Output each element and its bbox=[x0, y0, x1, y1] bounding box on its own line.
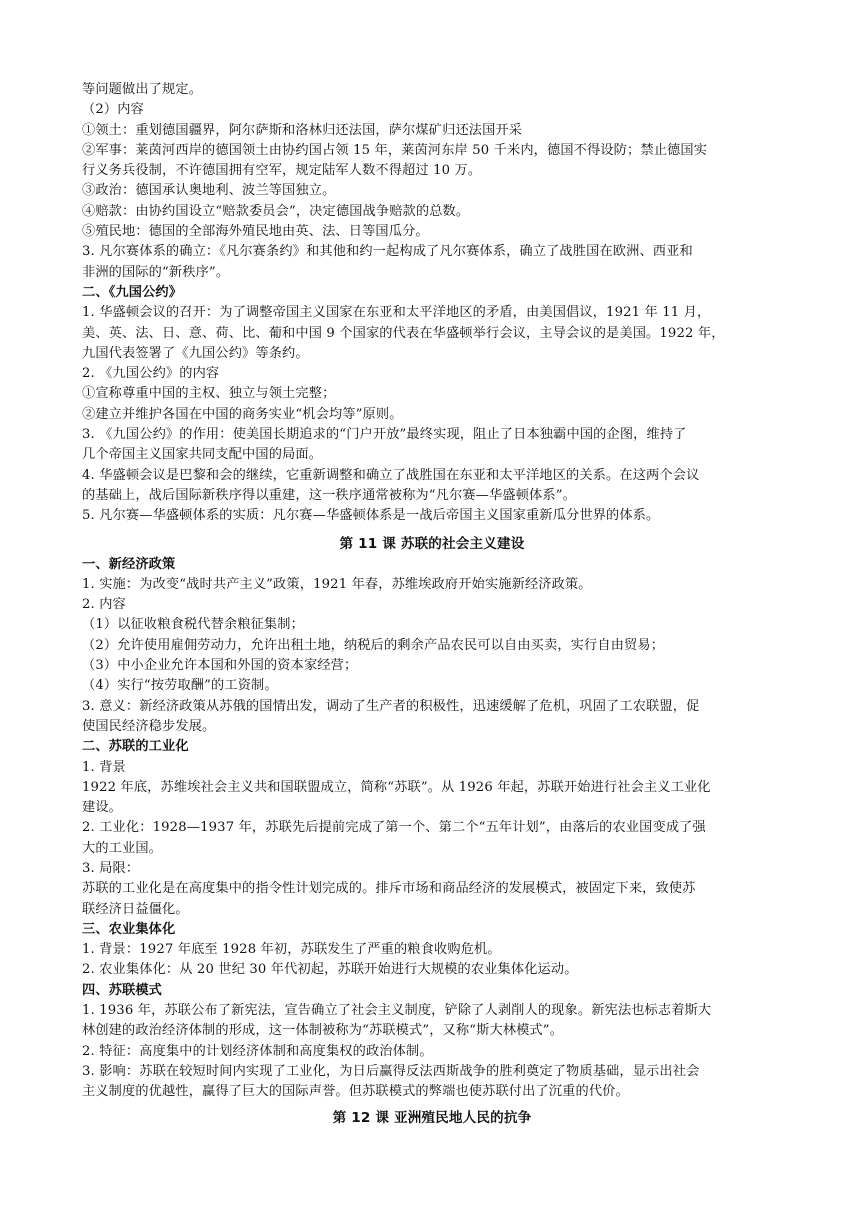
list-item: ⑤殖民地：德国的全部海外殖民地由英、法、日等国瓜分。 bbox=[82, 224, 429, 240]
treaty-versailles-section bbox=[82, 80, 782, 283]
nine-power-treaty-section bbox=[82, 283, 782, 527]
section-heading: 三、农业集体化 bbox=[82, 921, 176, 937]
paragraph-line: 大的工业国。 bbox=[82, 840, 163, 856]
paragraph-line: 林创建的政治经济体制的形成，这一体制被称为“苏联模式”，又称“斯大林模式”。 bbox=[82, 1023, 564, 1039]
paragraph-line: 1922 年底，苏维埃社会主义共和国联盟成立，简称“苏联”。从 1926 年起，苏联开始进行社会主义工业化 bbox=[82, 779, 711, 795]
paragraph-line: 1. 背景：1927 年底至 1928 年初，苏联发生了严重的粮食收购危机。 bbox=[82, 942, 501, 958]
paragraph-line: 1. 背景 bbox=[82, 759, 126, 775]
list-item: （2）允许使用雇佣劳动力，允许出租土地，纳税后的剩余产品农民可以自由买卖，实行自由贸易； bbox=[82, 637, 665, 653]
paragraph-line: 几个帝国主义国家共同支配中国的局面。 bbox=[82, 447, 323, 463]
paragraph-line: 使国民经济稳步发展。 bbox=[82, 718, 216, 734]
paragraph-line: 苏联的工业化是在高度集中的指令性计划完成的。排斥市场和商品经济的发展模式，被固定下来，致使苏 bbox=[82, 881, 696, 897]
paragraph-line: 3. 意义：新经济政策从苏俄的国情出发，调动了生产者的积极性，迅速缓解了危机，巩固了工农联盟，促 bbox=[82, 698, 700, 714]
paragraph-line: 主义制度的优越性，赢得了巨大的国际声誉。但苏联模式的弊端也使苏联付出了沉重的代价。 bbox=[82, 1084, 629, 1100]
document-page bbox=[82, 80, 782, 1129]
list-item: ④赔款：由协约国设立“赔款委员会”，决定德国战争赔款的总数。 bbox=[82, 203, 470, 219]
paragraph-line: 联经济日益僵化。 bbox=[82, 901, 189, 917]
list-item-continuation: 行义务兵役制，不许德国拥有空军，规定陆军人数不得超过 10 万。 bbox=[82, 163, 482, 179]
list-item: （4）实行“按劳取酬”的工资制。 bbox=[82, 678, 278, 694]
paragraph-line: 5. 凡尔赛—华盛顿体系的实质：凡尔赛—华盛顿体系是一战后帝国主义国家重新瓜分世界的体系。 bbox=[82, 508, 660, 524]
paragraph-line: 3. 《九国公约》的作用：使美国长期追求的“门户开放”最终实现，阻止了日本独霸中国的企图，维持了 bbox=[82, 427, 687, 443]
paragraph-line: 非洲的国际的“新秩序”。 bbox=[82, 264, 230, 280]
list-item: ②军事：莱茵河西岸的德国领土由协约国占领 15 年，莱茵河东岸 50 千米内，德国不得设防；禁止德国实 bbox=[82, 142, 708, 158]
paragraph-line: 2. 特征：高度集中的计划经济体制和高度集权的政治体制。 bbox=[82, 1043, 433, 1059]
list-item: ①领土：重划德国疆界，阿尔萨斯和洛林归还法国，萨尔煤矿归还法国开采 bbox=[82, 122, 523, 138]
section-heading: 二、《九国公约》 bbox=[82, 284, 183, 300]
lesson-title: 第 12 课 亚洲殖民地人民的抗争 bbox=[332, 1109, 532, 1126]
section-heading: 二、苏联的工业化 bbox=[82, 739, 189, 755]
list-item: ②建立并维护各国在中国的商务实业“机会均等”原则。 bbox=[82, 406, 403, 422]
paragraph-line: 1. 1936 年，苏联公布了新宪法，宣告确立了社会主义制度，铲除了人剥削人的现象。新宪法也标志着斯大 bbox=[82, 1003, 712, 1019]
lesson-title: 第 11 课 苏联的社会主义建设 bbox=[339, 535, 525, 552]
section-heading: 四、苏联模式 bbox=[82, 982, 163, 998]
paragraph-line: 等问题做出了规定。 bbox=[82, 82, 203, 97]
list-item: （1）以征收粮食税代替余粮征集制； bbox=[82, 617, 304, 633]
list-item: ①宣称尊重中国的主权、独立与领土完整； bbox=[82, 386, 336, 402]
section-heading: 一、新经济政策 bbox=[82, 556, 176, 572]
paragraph-line: 3. 影响：苏联在较短时间内实现了工业化，为日后赢得反法西斯战争的胜利奠定了物质基础，显示出社会 bbox=[82, 1063, 700, 1079]
paragraph-line: 建设。 bbox=[82, 800, 123, 816]
paragraph-line: 2. 《九国公约》的内容 bbox=[82, 366, 220, 382]
list-item: ③政治：德国承认奥地利、波兰等国独立。 bbox=[82, 183, 336, 199]
paragraph-line: 1. 华盛顿会议的召开：为了调整帝国主义国家在东亚和太平洋地区的矛盾，由美国倡议，1921 年 11 月， bbox=[82, 305, 711, 321]
paragraph-line: 九国代表签署了《九国公约》等条约。 bbox=[82, 345, 309, 361]
paragraph-line: 的基础上，战后国际新秩序得以重建，这一秩序通常被称为“凡尔赛—华盛顿体系”。 bbox=[82, 487, 576, 503]
paragraph-line: 4. 华盛顿会议是巴黎和会的继续，它重新调整和确立了战胜国在东亚和太平洋地区的关系。在这两个会议 bbox=[82, 467, 700, 483]
paragraph-line: 3. 凡尔赛体系的确立：《凡尔赛条约》和其他和约一起构成了凡尔赛体系，确立了战胜国在欧洲、西亚和 bbox=[82, 244, 693, 260]
paragraph-line: 2. 内容 bbox=[82, 597, 126, 613]
paragraph-line: 2. 工业化：1928—1937 年，苏联先后提前完成了第一个、第二个“五年计划”，由落后的农业国变成了强 bbox=[82, 820, 706, 836]
paragraph-line: 美、英、法、日、意、荷、比、葡和中国 9 个国家的代表在华盛顿举行会议，主导会议的是美国。1922 年， bbox=[82, 325, 725, 341]
lesson-12-section bbox=[82, 1107, 782, 1129]
paragraph-line: 1. 实施：为改变“战时共产主义”政策，1921 年春，苏维埃政府开始实施新经济政策。 bbox=[82, 576, 592, 592]
paragraph-line: 2. 农业集体化：从 20 世纪 30 年代初起，苏联开始进行大规模的农业集体化运动。 bbox=[82, 962, 578, 978]
paragraph-line: 3. 局限： bbox=[82, 860, 140, 876]
subheading-content: （2）内容 bbox=[82, 102, 144, 118]
list-item: （3）中小企业允许本国和外国的资本家经营； bbox=[82, 658, 358, 674]
lesson-11-section bbox=[82, 533, 782, 1103]
